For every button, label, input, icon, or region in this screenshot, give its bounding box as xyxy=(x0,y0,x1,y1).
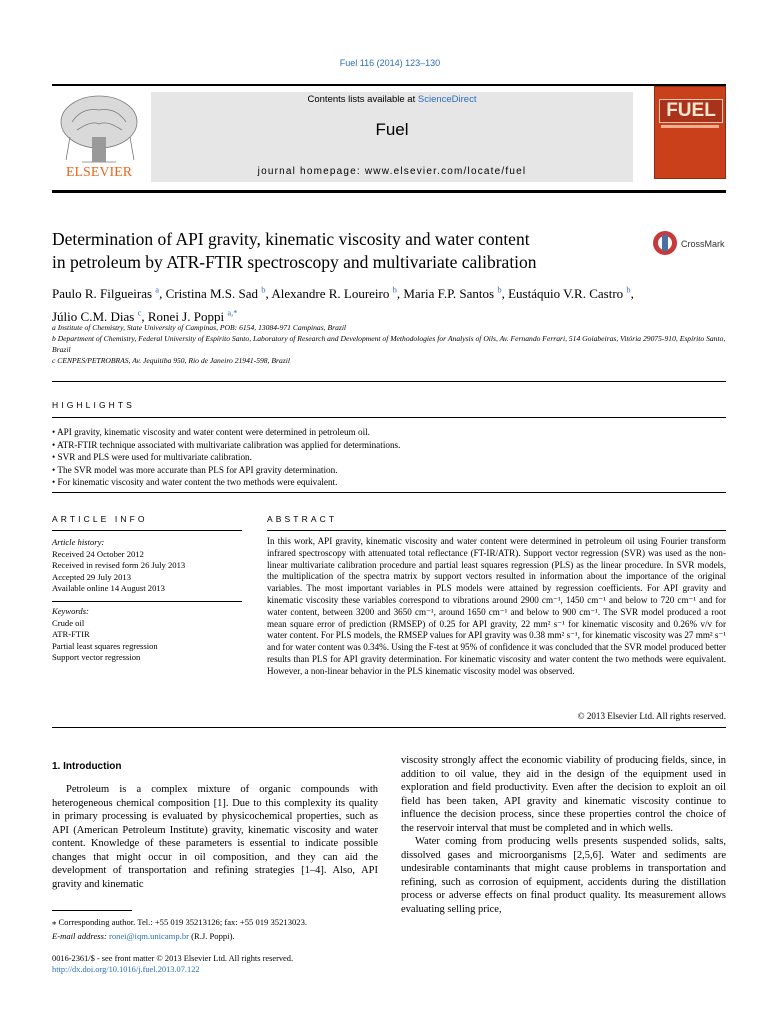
affiliation-c: c CENPES/PETROBRAS, Av. Jequitiba 950, Rio de Janeiro 21941-598, Brazil xyxy=(52,356,290,365)
affiliation-a: a Institute of Chemistry, State University of Campinas, POB: 6154, 13084-971 Campinas, Brazil xyxy=(52,323,347,332)
section-heading-introduction: 1. Introduction xyxy=(52,761,122,772)
title-line-1: Determination of API gravity, kinematic viscosity and water content xyxy=(52,229,530,249)
intro-paragraph-2: viscosity strongly affect the economic viability of producing fields, since, in addition to oil value, they aid in the design of the equipment used in exploration and field productivity. Even after the decision to exploit an oil field has been taken, API gravity and kinematic viscosity continue to influence the decision process, since these properties control the choice of the reservoir interval that must be completed and in which wells. xyxy=(401,755,726,834)
highlights-rule xyxy=(52,417,726,418)
elsevier-tree-icon xyxy=(52,92,147,182)
article-title xyxy=(52,228,632,274)
keywords-rule xyxy=(52,601,242,602)
article-info-rule xyxy=(52,530,242,531)
corresponding-author-note: ⁎ Corresponding author. Tel.: +55 019 35213126; fax: +55 019 35213023. xyxy=(52,917,308,927)
highlight-item: • API gravity, kinematic viscosity and water content were determined in petroleum oil. xyxy=(52,427,370,437)
contents-prefix: Contents lists available at xyxy=(307,94,416,105)
header-bottom-rule xyxy=(52,190,726,193)
author-1: Cristina M.S. Sad $^b$, xyxy=(165,285,272,302)
body-column-right xyxy=(401,754,726,916)
cover-title: FUEL xyxy=(659,99,723,123)
highlight-item: • For kinematic viscosity and water content the two methods were equivalent. xyxy=(52,477,338,488)
journal-citation[interactable]: Fuel 116 (2014) 123–130 xyxy=(339,58,441,68)
email-line xyxy=(52,930,378,942)
front-matter-note: 0016-2361/$ - see front matter © 2013 Elsevier Ltd. All rights reserved. xyxy=(52,954,294,963)
highlights-heading: HIGHLIGHTS xyxy=(52,400,135,410)
keyword-item: Crude oil xyxy=(52,617,85,628)
crossmark-badge[interactable] xyxy=(652,228,732,258)
history-accepted: Accepted 29 July 2013 xyxy=(52,571,131,582)
abstract-rule xyxy=(267,530,726,531)
abstract-copyright: © 2013 Elsevier Ltd. All rights reserved. xyxy=(577,711,726,721)
author-2: Alexandre R. Loureiro $^b$, xyxy=(271,285,404,302)
elsevier-wordmark: ELSEVIER xyxy=(65,165,133,180)
article-info-heading: ARTICLE INFO xyxy=(52,514,148,524)
author-6: Ronei J. Poppi $^{a,*}$ xyxy=(147,307,238,325)
crossmark-label: CrossMark xyxy=(681,239,725,249)
journal-homepage xyxy=(151,166,633,177)
history-online: Available online 14 August 2013 xyxy=(52,583,165,593)
email-link[interactable]: ronei@iqm.unicamp.br xyxy=(108,931,189,941)
affiliation-b: b Department of Chemistry, Federal University of Espírito Santo, Laboratory of Research and Development of Methodologies for Analysis of Oils, Av. Fernando Ferrari, 514 Goiabeiras, Vitória 29075-910, Espírito Santo, Brazil xyxy=(52,334,726,354)
header-rule xyxy=(52,84,726,86)
highlight-item: • The SVR model was more accurate than PLS for API gravity determination. xyxy=(52,464,338,475)
abstract-text: In this work, API gravity, kinematic viscosity and water content were determined in petroleum oil using Fourier transform infrared spectroscopy with attenuated total reflectance (FT-IR/ATR). Support vector regression (SVR) was used as the non-linear multivariate calibration procedure and partial least squares regression (PLS) as the linear procedure. In SVR models, the multiplication of the spectra matrix by support vectors resulted in information about the importance of the original variables. The most important variables in PLS models were attained by regression coefficients. For API gravity and kinematic viscosity these variables correspond to vibrations around 2900 cm⁻¹, 1450 cm⁻¹ and below to 720 cm⁻¹ and for water content, between 3200 and 3650 cm⁻¹, around 1650 cm⁻¹ and below to 900 cm⁻¹. The SVR model produced a root mean square error of prediction (RMSEP) of 0.25 for API gravity, 22 mm² s⁻¹ for kinematic viscosity and 0.26% v/v for water content. For PLS models, the RMSEP values for API gravity was 0.38 mm² s⁻¹, for kinematic viscosity was 27 mm² s⁻¹ and for water content was 0.34%. Using the F-test at 95% of confidence it was concluded that the SVR model produced better results than PLS for API gravity determination. For kinematic viscosity and water content the two methods were equivalent. However, a non-linear behavior in the PLS kinematic viscosity model was observed. xyxy=(267,536,726,676)
email-label: E-mail address: xyxy=(52,931,107,941)
keyword-item: ATR-FTIR xyxy=(52,629,90,639)
homepage-label: journal homepage: xyxy=(257,166,361,177)
highlights-bottom-rule xyxy=(52,492,726,493)
highlight-item: • SVR and PLS were used for multivariate calibration. xyxy=(52,452,252,463)
elsevier-logo[interactable] xyxy=(52,92,147,182)
homepage-url[interactable]: www.elsevier.com/locate/fuel xyxy=(364,166,527,177)
journal-cover-thumbnail[interactable] xyxy=(654,86,726,179)
body-column-left xyxy=(52,783,378,891)
abstract-heading: ABSTRACT xyxy=(267,514,338,524)
author-4: Eustáquio V.R. Castro $^b$, xyxy=(508,285,634,302)
author-3: Maria F.P. Santos $^b$, xyxy=(403,285,509,302)
cover-subtitle-bar xyxy=(661,125,719,128)
keyword-item: Partial least squares regression xyxy=(52,640,158,651)
abstract-bottom-rule xyxy=(52,727,726,728)
keywords-label: Keywords: xyxy=(52,606,89,616)
footnote-rule xyxy=(52,910,132,911)
history-label: Article history: xyxy=(52,537,105,547)
title-line-2: in petroleum by ATR-FTIR spectroscopy and multivariate calibration xyxy=(52,252,537,272)
keywords xyxy=(52,606,242,664)
author-0: Paulo R. Filgueiras $^a$, xyxy=(52,285,166,302)
doi-link[interactable]: http://dx.doi.org/10.1016/j.fuel.2013.07.122 xyxy=(52,965,200,974)
highlights-list xyxy=(52,426,728,489)
keyword-item: Support vector regression xyxy=(52,652,141,662)
author-list xyxy=(52,281,728,327)
highlight-item: • ATR-FTIR technique associated with multivariate calibration was applied for determinations. xyxy=(52,439,401,450)
contents-line xyxy=(151,94,633,105)
email-suffix: (R.J. Poppi). xyxy=(191,931,235,941)
highlights-top-rule xyxy=(52,381,726,382)
journal-name: Fuel xyxy=(375,120,409,139)
author-5: Júlio C.M. Dias $^c$, xyxy=(52,307,148,325)
history-received: Received 24 October 2012 xyxy=(52,548,144,559)
intro-paragraph-1: Petroleum is a complex mixture of organic compounds with heterogeneous chemical composition [1]. Due to this complexity its quality in primary processing is evaluated by physicochemical properties, such as API (American Petroleum Institute) gravity, kinematic viscosity and water content. Knowledge of these parameters is essential to indicate possible changes that might occur in oil composition, and they can aid the development of transportation and refining strategies [1–4]. Also, API gravity and kinematic xyxy=(52,784,378,890)
affiliations xyxy=(52,322,728,366)
article-history xyxy=(52,537,242,595)
intro-paragraph-3: Water coming from producing wells presents suspended solids, salts, dissolved gases and microorganisms [2,5,6]. Water and sediments are undesirable contaminants that might cause problems in transportation and refining, such as corrosion of equipment, accidents during the distillation process or adverse effects on final product quality. Its measurement allows evaluating selling price, xyxy=(401,836,726,915)
history-revised: Received in revised form 26 July 2013 xyxy=(52,560,186,570)
sciencedirect-link[interactable]: ScienceDirect xyxy=(417,94,477,105)
